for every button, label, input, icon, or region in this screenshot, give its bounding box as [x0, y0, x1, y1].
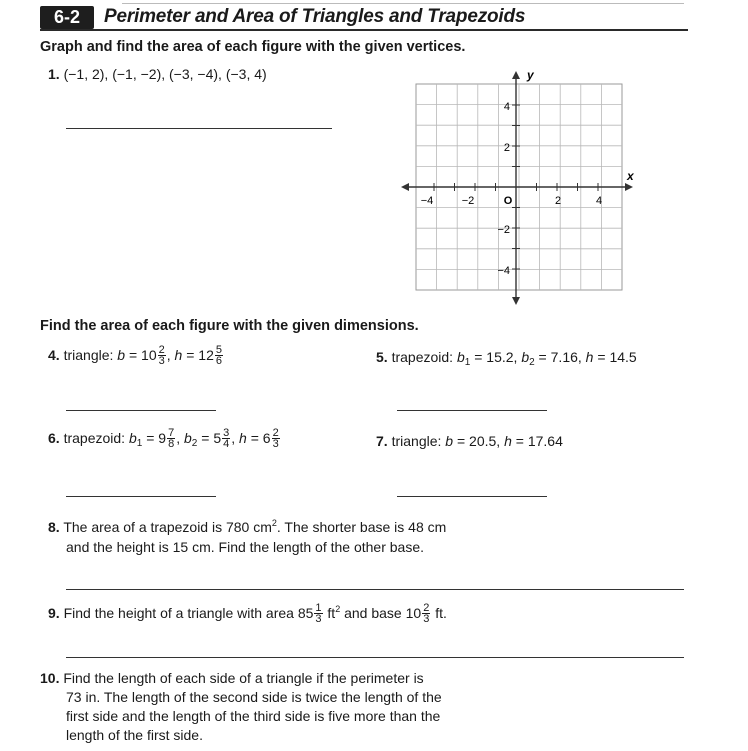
- area-unit: ft: [323, 605, 336, 622]
- height-value: 17.64: [527, 433, 563, 449]
- height-fraction: $\frac{5}{6}$: [215, 344, 222, 367]
- coordinate-grid-svg: [398, 66, 638, 312]
- problem-number: 6.: [48, 430, 60, 447]
- problem-number: 7.: [376, 433, 388, 449]
- y-tick-label: −4: [497, 265, 510, 277]
- problem-8-text: and the height is 15 cm. Find the length of the other base.: [66, 539, 425, 555]
- base1-value: 15.2: [486, 349, 514, 365]
- base1-fraction: $\frac{7}{8}$: [168, 427, 175, 450]
- height-whole: 6: [262, 430, 271, 447]
- x-tick-label: −4: [420, 195, 434, 207]
- base-fraction: $\frac{2}{3}$: [158, 344, 165, 367]
- problem-number: 1.: [48, 66, 60, 82]
- problem-5: 5. trapezoid: $b_1 = 15.2$, $b_2 = 7.16$, h = 14.5: [376, 349, 637, 368]
- answer-line-6[interactable]: [66, 496, 216, 497]
- problem-4: 4. triangle: b = 10 $\frac{2}{3}$ , h = 12 $\frac{5}{6}$: [48, 344, 222, 367]
- x-axis-label: x: [627, 169, 634, 183]
- problem-number: 10.: [40, 670, 60, 686]
- base-unit: ft.: [431, 605, 447, 622]
- answer-line-4[interactable]: [66, 410, 216, 411]
- figure-type: trapezoid:: [391, 349, 454, 365]
- x-axis-right-arrow: [625, 183, 633, 191]
- problem-10-text: first side and the length of the third side is five more than the: [66, 708, 441, 724]
- problem-8: [48, 517, 446, 557]
- y-tick-label: 2: [503, 142, 510, 154]
- lesson-number-badge: 6-2: [40, 6, 94, 29]
- problem-6: 6. trapezoid: $b_1 = 9$ $\frac{7}{8}$ , $b_2 = 5$ $\frac{3}{4}$ , h = 6 $\frac{2}{3}$: [48, 427, 279, 450]
- y-tick-label: −2: [497, 224, 510, 236]
- answer-line-8[interactable]: [66, 589, 684, 590]
- area-fraction: $\frac{1}{3}$: [315, 602, 322, 625]
- base-value: 20.5: [469, 433, 497, 449]
- header-top-rule: [122, 3, 684, 4]
- base2-value: 7.16: [550, 349, 578, 365]
- page-title: Perimeter and Area of Triangles and Trapezoids: [104, 6, 526, 27]
- y-axis-up-arrow: [512, 71, 520, 79]
- problem-7: 7. triangle: b = 20.5, h = 17.64: [376, 433, 563, 449]
- x-tick-label: 4: [595, 195, 603, 207]
- problem-number: 9.: [48, 605, 60, 622]
- height-value: 14.5: [609, 349, 637, 365]
- problem-10: [40, 669, 442, 745]
- title-underline: [40, 29, 688, 31]
- base1-whole: 9: [158, 430, 167, 447]
- problem-number: 8.: [48, 519, 60, 535]
- problem-8-text: . The shorter base is 48 cm: [276, 519, 447, 535]
- problem-1: [48, 66, 267, 82]
- figure-type: trapezoid:: [63, 430, 126, 447]
- coordinate-grid[interactable]: [398, 66, 638, 312]
- problem-number: 5.: [376, 349, 388, 365]
- base2-whole: 5: [213, 430, 222, 447]
- problem-number: 4.: [48, 347, 60, 364]
- x-tick-label: −2: [461, 195, 475, 207]
- base2-fraction: $\frac{3}{4}$: [223, 427, 230, 450]
- figure-type: triangle:: [63, 347, 114, 364]
- problem-8-text: The area of a trapezoid is 780 cm: [63, 519, 272, 535]
- problem-9-text: Find the height of a triangle with area 85: [63, 605, 314, 622]
- answer-line-7[interactable]: [397, 496, 547, 497]
- y-tick-label: 4: [503, 101, 510, 113]
- base-whole: 10: [141, 347, 157, 364]
- y-axis-down-arrow: [512, 297, 520, 305]
- height-whole: 12: [198, 347, 214, 364]
- origin-label: O: [503, 195, 513, 207]
- section1-instruction: Graph and find the area of each figure with the given vertices.: [40, 39, 466, 55]
- y-axis-label: y: [527, 68, 534, 82]
- x-axis-left-arrow: [401, 183, 409, 191]
- superscript: 2: [271, 518, 277, 528]
- base-fraction: $\frac{2}{3}$: [423, 602, 430, 625]
- problem-9-text: and base 10: [340, 605, 422, 622]
- problem-10-text: 73 in. The length of the second side is twice the length of the: [66, 689, 442, 705]
- answer-line-1[interactable]: [66, 128, 332, 129]
- answer-line-5[interactable]: [397, 410, 547, 411]
- figure-type: triangle:: [391, 433, 442, 449]
- height-fraction: $\frac{2}{3}$: [272, 427, 279, 450]
- problem-10-text: Find the length of each side of a triangle if the perimeter is: [63, 670, 424, 686]
- problem-9: [48, 604, 447, 625]
- section2-instruction: Find the area of each figure with the given dimensions.: [40, 318, 419, 334]
- problem-10-text: length of the first side.: [66, 727, 203, 743]
- problem-1-vertices: (−1, 2), (−1, −2), (−3, −4), (−3, 4): [63, 66, 267, 82]
- superscript: 2: [335, 604, 341, 615]
- x-tick-label: 2: [554, 195, 562, 207]
- answer-line-9[interactable]: [66, 657, 684, 658]
